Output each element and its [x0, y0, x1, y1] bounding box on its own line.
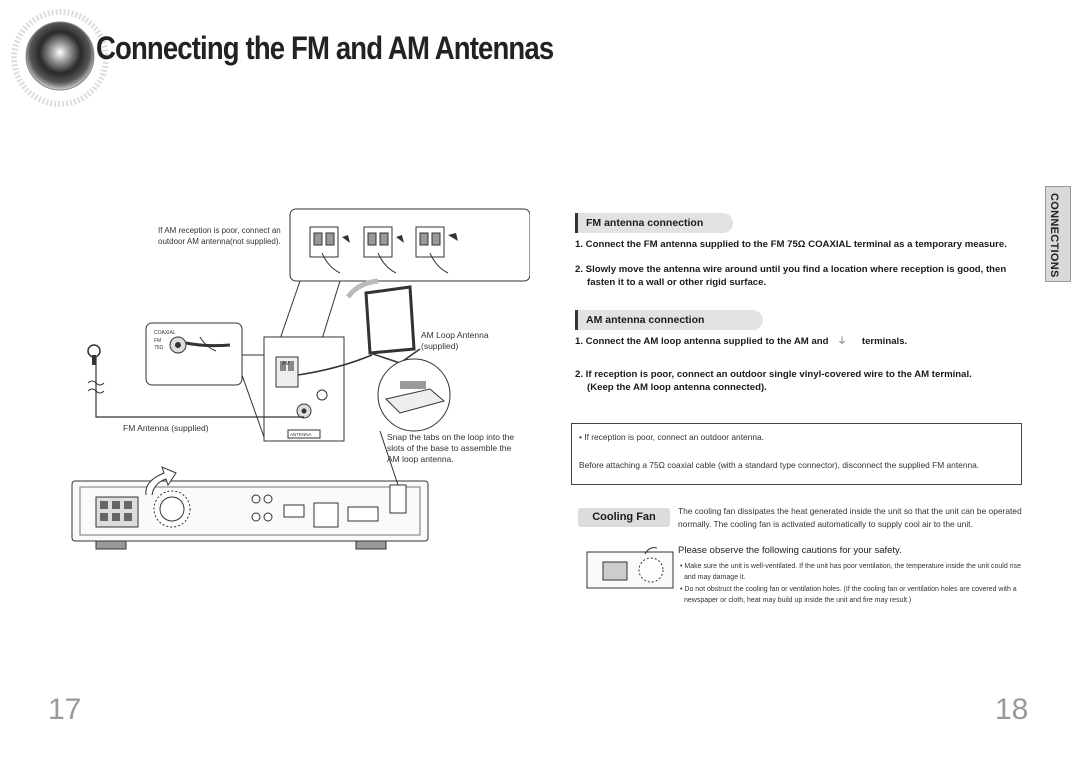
am-step-2: 2. If reception is poor, connect an outdoor single vinyl-covered wire to the AM terminal.: [575, 369, 972, 380]
section-tab: [1045, 186, 1071, 282]
page-number-left: 17: [48, 693, 82, 726]
section-tab-label: CONNECTIONS: [1048, 193, 1060, 278]
note-line-2: Before attaching a 75Ω coaxial cable (with a standard type connector), disconnect the supplied FM antenna.: [579, 460, 980, 470]
fm-label: FM: [154, 338, 162, 344]
caution-bullet-1-cont: and may damage it.: [684, 574, 746, 581]
caution-bullet-2: • Do not obstruct the cooling fan or ventilation holes. (If the cooling fan or ventilation holes are covered with a: [680, 586, 1017, 593]
page-number-right: 18: [995, 693, 1029, 726]
cooling-desc-1: The cooling fan dissipates the heat generated inside the unit so that the unit can be operated: [678, 506, 1022, 516]
fm-step-2-cont: fasten it to a wall or other rigid surface.: [587, 277, 767, 288]
caution-bullet-1: • Make sure the unit is well-ventilated. If the unit has poor ventilation, the temperature inside the unit could rise: [680, 563, 1021, 570]
fm-antenna-label: FM Antenna (supplied): [123, 423, 209, 433]
antenna-connection-diagram: [60, 205, 530, 565]
caution-bullet-2-cont: newspaper or cloth, heat may build up inside the unit and fire may result.): [684, 597, 912, 604]
rear-panel-illustration: [585, 544, 675, 592]
am-section-heading: AM antenna connection: [575, 310, 763, 330]
ohm-label: 75Ω: [154, 345, 164, 351]
coaxial-label: COAXIAL: [154, 330, 176, 336]
cooling-fan-label: Cooling Fan: [578, 508, 670, 527]
am-step-1-text-end: terminals.: [861, 336, 908, 347]
fm-section-heading: FM antenna connection: [575, 213, 733, 233]
speaker-logo-icon: [8, 8, 108, 108]
fm-step-2: 2. Slowly move the antenna wire around until you find a location where reception is good, then: [575, 264, 1007, 275]
fm-step-1: 1. Connect the FM antenna supplied to the FM 75Ω COAXIAL terminal as a temporary measure.: [575, 239, 1007, 250]
antenna-panel-label: ANTENNA: [290, 432, 312, 437]
page-title: Connecting the FM and AM Antennas: [96, 30, 554, 66]
am-terminal-label: AM: [282, 361, 290, 367]
ground-icon: ⏚: [837, 336, 847, 347]
note-box: [571, 423, 1022, 485]
cautions-heading: Please observe the following cautions for your safety.: [678, 545, 902, 556]
am-outdoor-note: If AM reception is poor, connect an outdoor AM antenna(not supplied).: [158, 226, 281, 246]
am-step-1-text: 1. Connect the AM loop antenna supplied to the AM and: [575, 336, 829, 347]
am-step-1: [575, 335, 907, 348]
note-line-1: • If reception is poor, connect an outdoor antenna.: [579, 432, 764, 442]
am-loop-antenna-label: AM Loop Antenna (supplied): [421, 330, 489, 351]
am-step-2-cont: (Keep the AM loop antenna connected).: [587, 382, 767, 393]
cooling-desc-2: normally. The cooling fan is activated automatically to supply cool air to the unit.: [678, 519, 973, 529]
snap-tabs-note: Snap the tabs on the loop into the slots of the base to assemble the AM loop antenna.: [387, 432, 515, 464]
